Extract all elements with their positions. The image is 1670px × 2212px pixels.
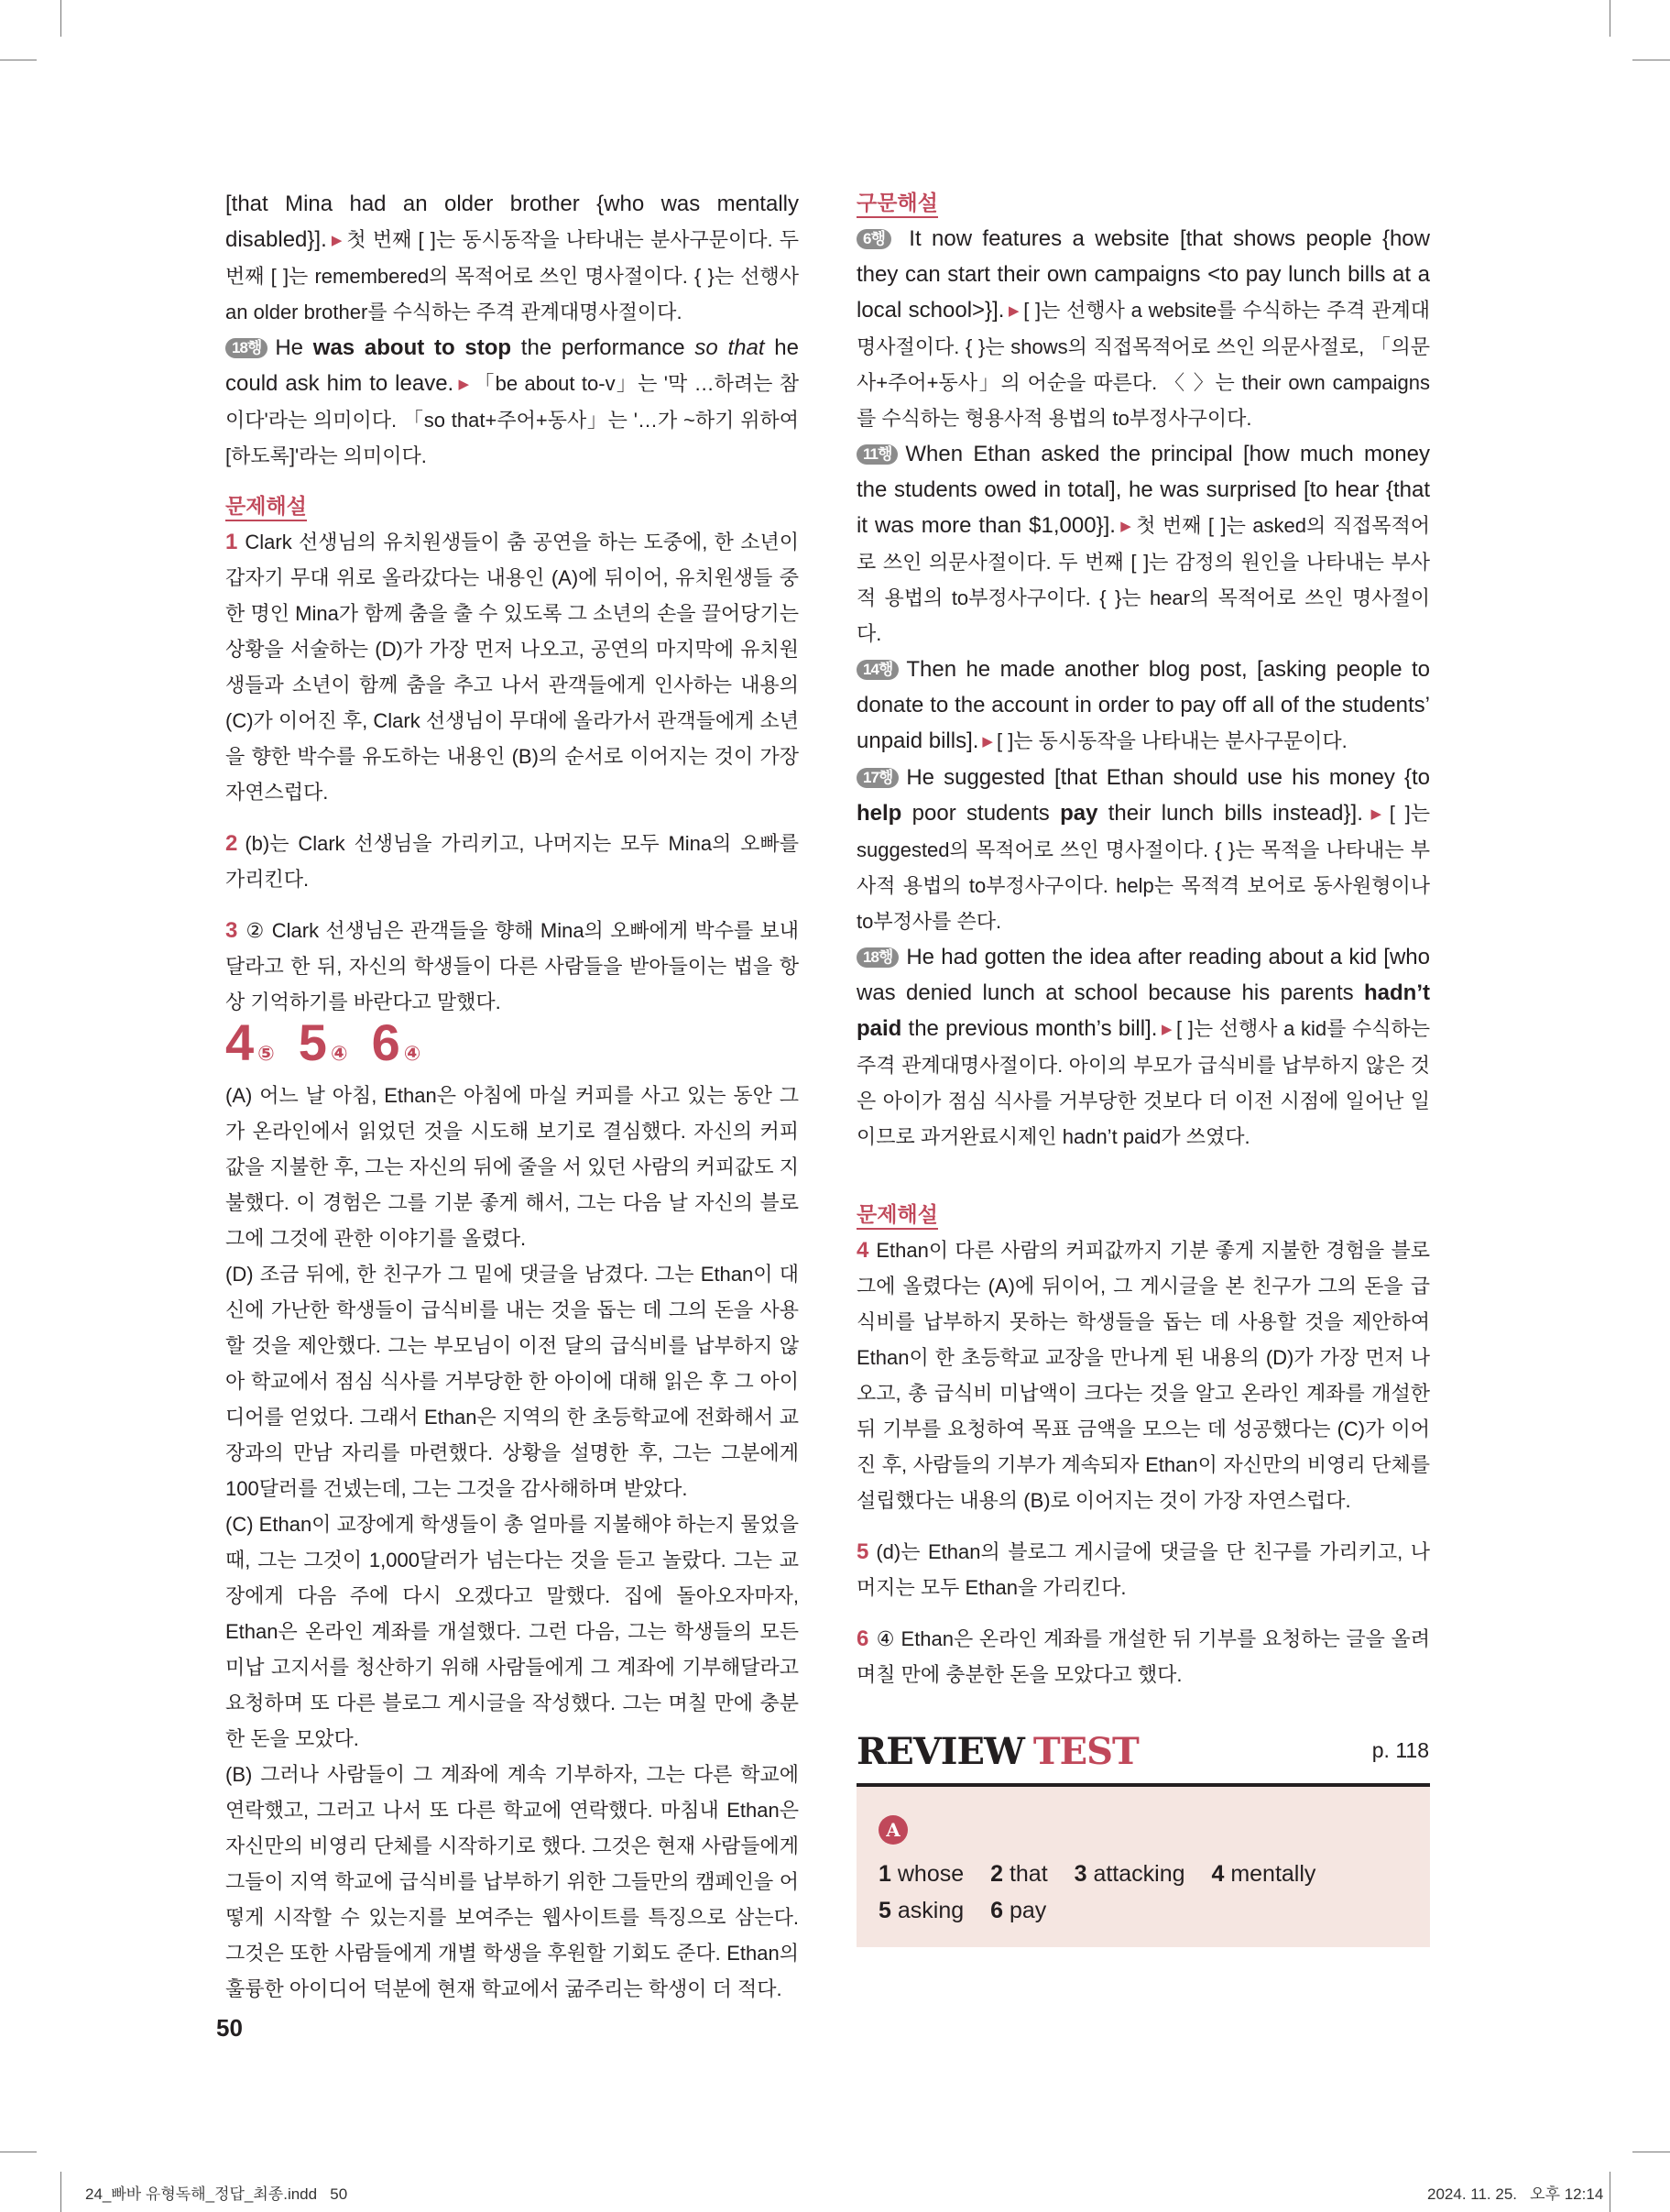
answer-num: 6 (990, 1898, 1003, 1923)
section-a-badge: A (879, 1815, 908, 1845)
review-answers-row (879, 1892, 1066, 1929)
syntax-entry (857, 939, 1430, 1155)
left-problem-section (225, 488, 799, 1020)
arrow-icon: ▶ (1366, 806, 1386, 822)
problem-item (857, 1621, 1430, 1692)
crop-mark (60, 2172, 61, 2212)
translation-paragraph: (A) 어느 날 아침, Ethan은 아침에 마실 커피를 사고 있는 동안 그가 온라인에서 읽었던 것을 시도해 보기로 결심했다. 자신의 커피값을 지불한 후, 그는 자신의 뒤에 줄을 서 있던 사람의 커피값도 지불했다. 이 경험은 그를 기분 좋게 해서, 그는 다음 날 자신의 블로그에 그것에 관한 이야기를 올렸다. (225, 1084, 799, 1250)
line-badge: 6행 (857, 229, 891, 249)
translation (225, 1078, 799, 2007)
syntax-note: [ ]는 동시동작을 나타내는 분사구문이다. (996, 729, 1348, 752)
answer-word: mentally (1230, 1861, 1316, 1887)
problem-number: 5 (857, 1539, 869, 1564)
review-title-b: TEST (1032, 1730, 1139, 1773)
problem-item (857, 1232, 1430, 1518)
syntax-note: 「be about to-v」는 '막 …하려는 참이다'라는 의미이다. 「so that+주어+동사」는 '…가 ~하기 위하여[하도록]'라는 의미이다. (225, 372, 799, 467)
review-answer (1075, 1861, 1185, 1887)
arrow-icon: ▶ (330, 233, 344, 248)
problem-text: (d)는 Ethan의 블로그 게시글에 댓글을 단 친구를 가리키고, 나머지는 모두 Ethan을 가리킨다. (857, 1540, 1430, 1599)
crop-mark (60, 0, 61, 37)
syntax-sentence: He had gotten the idea after reading about a kid [who was denied lunch at school because his parents (857, 945, 1430, 1005)
syntax-entry (857, 760, 1430, 939)
translation-paragraph: (B) 그러나 사람들이 그 계좌에 계속 기부하자, 그는 다른 학교에 연락했고, 그러고 나서 또 다른 학교에 연락했다. 마침내 Ethan은 자신만의 비영리 단체를 시작하기로 했다. 그것은 현재 사람들에게 그들이 지역 학교에 급식비를 납부하기 위한 그들만의 캠페인을 어떻게 시작할 수 있는지를 보여주는 웹사이트를 특징으로 삼는다. 그것은 또한 사람들에게 개별 학생을 후원할 기회도 준다. Ethan의 훌륭한 아이디어 덕분에 현재 학교에서 굶주리는 학생이 더 적다. (225, 1763, 799, 2000)
problem-item (225, 913, 799, 1020)
arrow-icon: ▶ (1161, 1022, 1173, 1037)
answer-number: 5 (298, 1013, 327, 1071)
problem-item (857, 1534, 1430, 1605)
review-title-a: REVIEW (857, 1730, 1024, 1773)
footer-file-slug: 24_빠바 유형독해_정답_최종.indd 50 (85, 2185, 348, 2203)
syntax-sentence: poor students (901, 801, 1061, 826)
problem-text: ② Clark 선생님은 관객들을 향해 Mina의 오빠에게 박수를 보내달라고 한 뒤, 자신의 학생들이 다른 사람들을 받아들이는 법을 항상 기억하기를 바란다고 말했다. (225, 919, 799, 1013)
review-answer (879, 1861, 964, 1887)
answer-num: 2 (990, 1861, 1003, 1887)
answer-number: 6 (371, 1013, 400, 1071)
syntax-note: 첫 번째 [ ]는 동시동작을 나타내는 분사구문이다. 두 번째 [ ]는 remembered의 목적어로 쓰인 명사절이다. { }는 선행사 an older brother를 수식하는 주격 관계대명사절이다. (225, 228, 799, 323)
answer-num: 1 (879, 1861, 891, 1887)
answer-num: 4 (1211, 1861, 1225, 1887)
review-answer (990, 1898, 1046, 1923)
problem-item (225, 524, 799, 810)
syntax-sentence: the performance (511, 335, 695, 360)
answer-word: attacking (1093, 1861, 1185, 1887)
answer-choice: ④ (330, 1042, 348, 1065)
syntax-entry (857, 436, 1430, 652)
problem-number: 6 (857, 1626, 869, 1651)
syntax-sentence: When Ethan asked the principal [how much money the students owed in total], he was surprised [to hear {that it was more than $1,000}]. (857, 442, 1430, 538)
syntax-entry (857, 652, 1430, 760)
problem-number: 4 (857, 1238, 869, 1263)
syntax-bold: pay (1060, 801, 1098, 826)
right-problem-section (857, 1197, 1430, 1692)
translation-paragraph: (D) 조금 뒤에, 한 친구가 그 밑에 댓글을 남겼다. 그는 Ethan이 대신에 가난한 학생들이 급식비를 내는 것을 돕는 데 그의 돈을 사용할 것을 제안했다. 그는 부모님이 이전 달의 급식비를 납부하지 않아 학교에서 점심 식사를 거부당한 한 아이에 대해 읽은 후 그 아이디어를 얻었다. 그래서 Ethan은 지역의 한 초등학교에 전화해서 교장과의 만남 자리를 마련했다. 상황을 설명한 후, 그는 그분에게 100달러를 건넸는데, 그는 그것을 감사해하며 받았다. (225, 1263, 799, 1500)
syntax-italic: so that (694, 335, 765, 360)
problem-number: 3 (225, 918, 238, 943)
syntax-sentence: their lunch bills instead}]. (1097, 801, 1363, 826)
syntax-note: [ ]는 선행사 a kid를 수식하는 주격 관계대명사절이다. 아이의 부모가 급식비를 납부하지 않은 것은 아이가 점심 식사를 거부당한 것보다 더 이전 시점에 일어난 일이므로 과거완료시제인 hadn’t paid가 쓰였다. (857, 1017, 1430, 1148)
problem-item (225, 826, 799, 897)
review-page-ref: p. 118 (1371, 1738, 1429, 1762)
section-heading: 구문해설 (857, 189, 938, 218)
answer-number: 4 (225, 1013, 255, 1071)
review-answers-row (879, 1856, 1336, 1892)
review-answer (879, 1898, 964, 1923)
answer-num: 5 (879, 1898, 891, 1923)
line-badge: 18행 (857, 947, 899, 968)
problem-text: ④ Ethan은 온라인 계좌를 개설한 뒤 기부를 요청하는 글을 올려 며칠 만에 충분한 돈을 모았다고 했다. (857, 1627, 1430, 1686)
section-heading: 문제해설 (225, 492, 307, 521)
syntax-sentence: It now features a website [that shows people {how they can start their own campaigns <to pay lunch bills at a local school>}]. (857, 226, 1430, 323)
answer-num: 3 (1074, 1861, 1087, 1887)
syntax-sentence: the previous month’s bill]. (901, 1016, 1158, 1041)
answer-word: asking (897, 1898, 965, 1923)
line-badge: 11행 (857, 444, 898, 465)
syntax-note: [ ]는 선행사 a website를 수식하는 주격 관계대명사절이다. { }는 shows의 직접목적어로 쓰인 의문사절로, 「의문사+주어+동사」의 어순을 따른다. 〈 〉는 their own campaigns를 수식하는 형용사적 용법의 to부정사구이다. (857, 299, 1430, 430)
syntax-sentence: He suggested [that Ethan should use his money {to (906, 765, 1430, 790)
translation-paragraph: (C) Ethan이 교장에게 학생들이 총 얼마를 지불해야 하는지 물었을 때, 그는 그것이 1,000달러가 넘는다는 것을 듣고 놀랐다. 그는 교장에게 다음 주에 다시 오겠다고 말했다. 집에 돌아오자마자, Ethan은 온라인 계좌를 개설했다. 그런 다음, 그는 학생들의 모든 미납 고지서를 청산하기 위해 사람들에게 그 계좌에 기부해달라고 요청하며 또 다른 블로그 게시글을 작성했다. 그는 며칠 만에 충분한 돈을 모았다. (225, 1513, 799, 1750)
section-heading: 문제해설 (857, 1200, 938, 1230)
syntax-note: [ ]는 suggested의 목적어로 쓰인 명사절이다. { }는 목적을 나타내는 부사적 용법의 to부정사구이다. help는 목적격 보어로 동사원형이나 to부정사를 쓴다. (857, 802, 1430, 933)
answer-word: pay (1009, 1898, 1047, 1923)
review-answer (990, 1861, 1048, 1887)
review-answer (1211, 1861, 1315, 1887)
syntax-entry (225, 186, 799, 330)
syntax-note: 첫 번째 [ ]는 asked의 직접목적어로 쓰인 의문사절이다. 두 번째 [ ]는 감정의 원인을 나타내는 부사적 용법의 to부정사구이다. { }는 hear의 목적어로 쓰인 명사절이다. (857, 514, 1431, 645)
syntax-bold: hadn’t paid (857, 980, 1430, 1041)
left-syntax-continued (225, 186, 799, 474)
answer-word: that (1009, 1861, 1048, 1887)
line-badge: 18행 (225, 338, 267, 358)
problem-text: Clark 선생님의 유치원생들이 춤 공연을 하는 도중에, 한 소년이 갑자기 무대 위로 올라갔다는 내용인 (A)에 뒤이어, 유치원생들 중 한 명인 Mina가 함께 춤을 출 수 있도록 그 소년의 손을 끌어당기는 상황을 서술하는 (D)가 가장 먼저 나오고, 공연의 마지막에 유치원생들과 소년이 함께 춤을 추고 나서 관객들에게 인사하는 내용의 (C)가 이어진 후, Clark 선생님이 무대에 올라가서 관객들에게 소년을 향한 박수를 유도하는 내용인 (B)의 순서로 이어지는 것이 가장 자연스럽다. (225, 531, 799, 804)
footer-timestamp: 2024. 11. 25. 오후 12:14 (1427, 2185, 1604, 2203)
review-test-title (857, 1730, 1139, 1773)
review-answer-box (857, 1787, 1430, 1947)
problem-text: (b)는 Clark 선생님을 가리키고, 나머지는 모두 Mina의 오빠를 가리킨다. (225, 832, 799, 891)
answers-heading (225, 1015, 799, 1071)
answer-word: whose (897, 1861, 965, 1887)
problem-number: 1 (225, 530, 238, 554)
line-badge: 17행 (857, 768, 899, 788)
arrow-icon: ▶ (457, 377, 471, 392)
syntax-sentence: [that Mina had an older brother {who was mentally disabled}]. (225, 192, 799, 252)
syntax-entry (857, 221, 1430, 436)
syntax-bold: was about to stop (312, 335, 512, 360)
syntax-entry (225, 330, 799, 474)
answer-choice: ⑤ (257, 1042, 275, 1065)
problem-text: Ethan이 다른 사람의 커피값까지 기분 좋게 지불한 경험을 블로그에 올렸다는 (A)에 뒤이어, 그 게시글을 본 친구가 그의 돈을 급식비를 납부하지 못하는 학생들을 돕는 데 사용할 것을 제안하여 Ethan이 한 초등학교 교장을 만나게 된 내용의 (D)가 가장 먼저 나오고, 총 급식비 미납액이 크다는 것을 알고 온라인 계좌를 개설한 뒤 기부를 요청하여 목표 금액을 모으는 데 성공했다는 (C)가 이어진 후, 사람들의 기부가 계속되자 Ethan이 자신만의 비영리 단체를 설립했다는 내용의 (B)로 이어지는 것이 가장 자연스럽다. (857, 1239, 1430, 1512)
syntax-sentence: Then he made another blog post, [asking people to donate to the account in order to pay off all of the students’ unpaid bills]. (857, 657, 1430, 753)
line-badge: 14행 (857, 660, 899, 680)
arrow-icon: ▶ (982, 734, 993, 750)
syntax-sentence: He (275, 335, 313, 360)
arrow-icon: ▶ (1119, 519, 1133, 534)
arrow-icon: ▶ (1008, 303, 1021, 319)
syntax-bold: help (857, 801, 902, 826)
problem-number: 2 (225, 831, 238, 856)
right-syntax-section (857, 185, 1430, 1155)
syntax-sentence: he could ask him to leave. (225, 335, 799, 396)
page-number: 50 (216, 2014, 243, 2042)
answer-choice: ④ (403, 1042, 421, 1065)
